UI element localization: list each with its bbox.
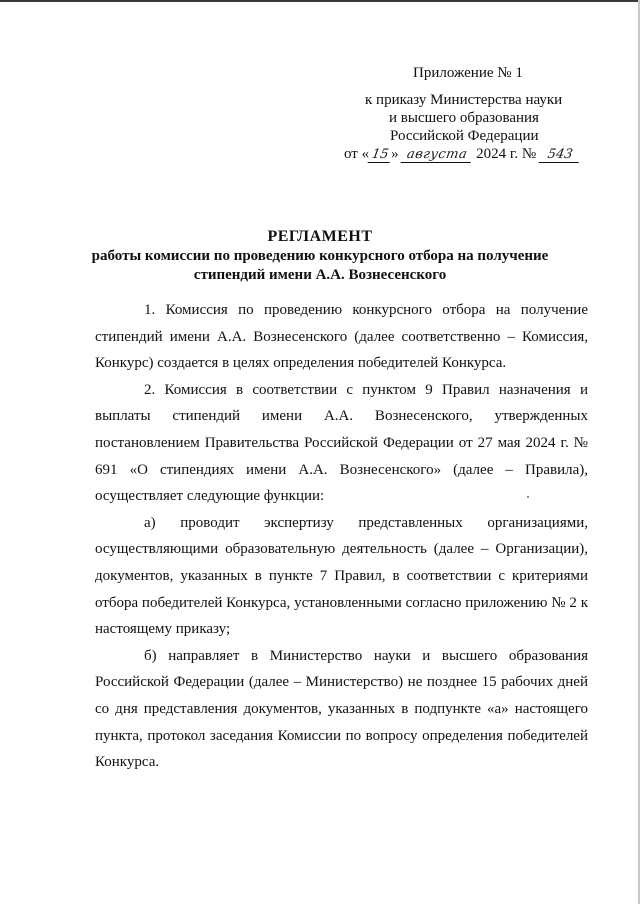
appendix-country-line: Российской Федерации bbox=[390, 128, 539, 144]
document-title: РЕГЛАМЕНТ bbox=[267, 228, 373, 245]
date-mid: » bbox=[391, 146, 403, 162]
handwritten-day: 15 bbox=[368, 147, 393, 163]
handwritten-month: августа bbox=[401, 147, 474, 163]
paragraph-2: 2. Комиссия в соответствии с пунктом 9 Правил назначения и выплаты стипендий имени А.А. Вознесенского, утвержденных постановлением Правительства Российской Федерации от 27 мая 2024 г. № 691 «О стипендиях имени А.А. Вознесенского» (далее – Правила), осуществляет следующие функции: bbox=[95, 381, 588, 505]
date-year: 2024 г. № bbox=[472, 146, 540, 162]
handwritten-order-number: 543 bbox=[538, 147, 581, 163]
document-subtitle-line1: работы комиссии по проведению конкурсного отбора на получение bbox=[91, 248, 549, 264]
scan-speck bbox=[527, 496, 529, 498]
appendix-order-ref: к приказу Министерства науки bbox=[365, 92, 563, 108]
paragraph-1: 1. Комиссия по проведению конкурсного отбора на получение стипендий имени А.А. Вознесенского (далее соответственно – Комиссия, Конкурс) создается в целях определения победителей Конкурса. bbox=[95, 302, 588, 372]
scan-edge-top bbox=[0, 0, 640, 2]
date-prefix: от « bbox=[344, 146, 370, 162]
appendix-ministry-line: и высшего образования bbox=[389, 110, 539, 126]
appendix-date-line bbox=[344, 145, 580, 164]
document-subtitle-line2: стипендий имени А.А. Вознесенского bbox=[193, 267, 447, 283]
appendix-number: Приложение № 1 bbox=[413, 65, 523, 81]
paragraph-2a: а) проводит экспертизу представленных организациями, осуществляющими образовательную деятельность (далее – Организации), документов, указанных в пункте 7 Правил, в соответствии с критериями отбора победителей Конкурса, установленными согласно приложению № 2 к настоящему приказу; bbox=[95, 514, 588, 638]
paragraph-2b: б) направляет в Министерство науки и высшего образования Российской Федерации (далее – Министерство) не позднее 15 рабочих дней со дня представления документов, указанных в подпункте «а» настоящего пункта, протокол заседания Комиссии по вопросу определения победителей Конкурса. bbox=[95, 647, 588, 771]
document-body bbox=[95, 297, 588, 776]
